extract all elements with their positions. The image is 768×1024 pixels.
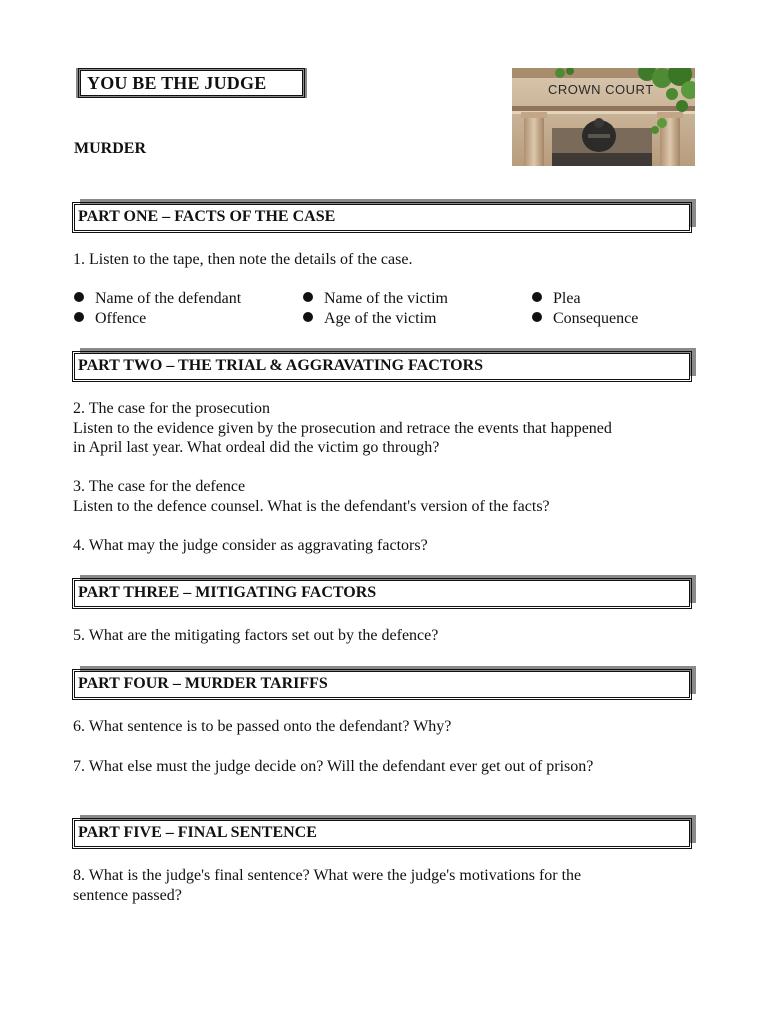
bullet-item	[532, 309, 638, 329]
question-2-body-line-1: Listen to the evidence given by the prosecution and retrace the events that happened	[73, 420, 612, 437]
question-4: 4. What may the judge consider as aggravating factors?	[73, 537, 428, 554]
question-6: 6. What sentence is to be passed onto the defendant? Why?	[73, 718, 452, 735]
section-part-five	[74, 815, 696, 849]
bullet-label: Consequence	[553, 310, 639, 327]
bullet-item	[74, 309, 146, 329]
section-frame	[74, 204, 690, 231]
bullet-dot-icon	[532, 292, 542, 302]
question-8-line-2: sentence passed?	[73, 887, 182, 904]
bullet-label: Name of the defendant	[95, 290, 242, 307]
bullet-label: Offence	[95, 310, 147, 327]
bullet-item	[303, 309, 436, 329]
question-3-title: 3. The case for the defence	[73, 478, 246, 495]
title-box	[76, 68, 309, 100]
title-frame	[80, 70, 303, 96]
page-title: YOU BE THE JUDGE	[87, 73, 267, 93]
question-2-body-line-2: in April last year. What ordeal did the victim go through?	[73, 439, 440, 456]
question-3-body: Listen to the defence counsel. What is the defendant's version of the facts?	[73, 498, 550, 515]
question-5: 5. What are the mitigating factors set out by the defence?	[73, 627, 439, 644]
photo-sign-text: CROWN COURT	[548, 82, 654, 97]
section-frame	[74, 353, 690, 380]
bullet-label: Plea	[553, 290, 581, 307]
section-title-part-two: PART TWO – THE TRIAL & AGGRAVATING FACTORS	[78, 357, 484, 374]
bullet-dot-icon	[74, 312, 84, 322]
question-1: 1. Listen to the tape, then note the details of the case.	[73, 251, 413, 268]
section-title-part-one: PART ONE – FACTS OF THE CASE	[78, 208, 336, 225]
section-title-part-four: PART FOUR – MURDER TARIFFS	[78, 675, 328, 692]
section-part-three	[74, 575, 696, 609]
crown-court-illustration	[512, 68, 695, 166]
bullet-item	[74, 289, 241, 309]
bullet-item	[532, 289, 581, 309]
subtitle-murder: MURDER	[74, 140, 146, 157]
bullet-dot-icon	[303, 312, 313, 322]
section-part-two	[74, 348, 696, 382]
bullet-item	[303, 289, 448, 309]
bullet-label: Age of the victim	[324, 310, 437, 327]
section-title-part-three: PART THREE – MITIGATING FACTORS	[78, 584, 377, 601]
question-8-line-1: 8. What is the judge's final sentence? What were the judge's motivations for the	[73, 867, 582, 884]
question-2-title: 2. The case for the prosecution	[73, 400, 270, 417]
crown-court-photo	[512, 68, 695, 166]
section-frame	[74, 671, 690, 698]
question-7: 7. What else must the judge decide on? Will the defendant ever get out of prison?	[73, 758, 594, 775]
section-part-four	[74, 666, 696, 700]
bullet-label: Name of the victim	[324, 290, 448, 307]
bullet-dot-icon	[303, 292, 313, 302]
section-part-one	[74, 199, 696, 233]
section-frame	[74, 820, 690, 847]
section-title-part-five: PART FIVE – FINAL SENTENCE	[78, 824, 317, 841]
bullet-dot-icon	[74, 292, 84, 302]
bullet-dot-icon	[532, 312, 542, 322]
section-frame	[74, 580, 690, 607]
